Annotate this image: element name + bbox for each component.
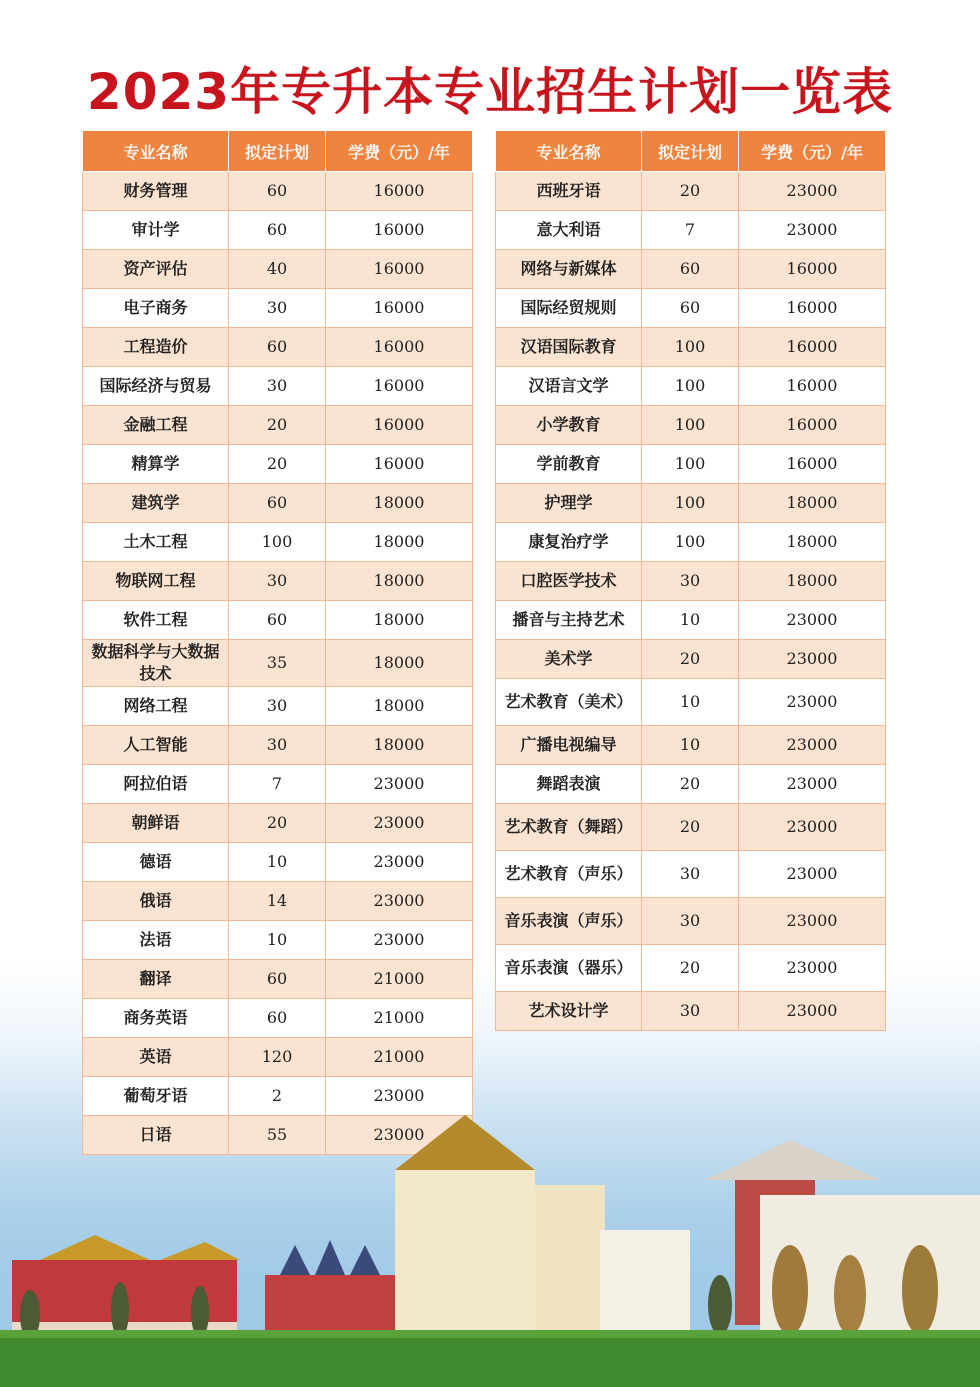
tuition-cell: 23000 bbox=[326, 765, 473, 804]
table-row bbox=[83, 921, 473, 960]
major-name-cell: 美术学 bbox=[496, 640, 642, 679]
tuition-cell: 23000 bbox=[739, 992, 886, 1031]
major-name-cell: 审计学 bbox=[83, 211, 229, 250]
table-row bbox=[496, 898, 886, 945]
major-name-cell: 英语 bbox=[83, 1038, 229, 1077]
major-name-cell: 数据科学与大数据技术 bbox=[83, 640, 229, 687]
tuition-cell: 16000 bbox=[326, 406, 473, 445]
planned-quota-cell: 60 bbox=[229, 172, 326, 211]
table-row bbox=[496, 523, 886, 562]
major-name-cell: 国际经贸规则 bbox=[496, 289, 642, 328]
table-row bbox=[496, 804, 886, 851]
table-body-right bbox=[496, 172, 886, 1031]
major-name-cell: 物联网工程 bbox=[83, 562, 229, 601]
tuition-cell: 23000 bbox=[739, 601, 886, 640]
tuition-cell: 23000 bbox=[739, 804, 886, 851]
tuition-cell: 23000 bbox=[326, 1116, 473, 1155]
planned-quota-cell: 60 bbox=[229, 960, 326, 999]
major-name-cell: 意大利语 bbox=[496, 211, 642, 250]
tuition-cell: 23000 bbox=[739, 898, 886, 945]
planned-quota-cell: 60 bbox=[229, 484, 326, 523]
table-row bbox=[83, 999, 473, 1038]
major-name-cell: 资产评估 bbox=[83, 250, 229, 289]
major-name-cell: 音乐表演（器乐） bbox=[496, 945, 642, 992]
red-building-middle bbox=[265, 1240, 395, 1335]
major-name-cell: 人工智能 bbox=[83, 726, 229, 765]
tuition-cell: 23000 bbox=[326, 921, 473, 960]
table-row bbox=[496, 992, 886, 1031]
table-header-row bbox=[496, 131, 886, 172]
tuition-cell: 23000 bbox=[739, 765, 886, 804]
major-name-cell: 康复治疗学 bbox=[496, 523, 642, 562]
table-row bbox=[496, 851, 886, 898]
tuition-cell: 18000 bbox=[739, 562, 886, 601]
grass-field bbox=[0, 1330, 980, 1387]
tuition-cell: 21000 bbox=[326, 999, 473, 1038]
header-planned-quota: 拟定计划 bbox=[642, 131, 739, 172]
major-name-cell: 俄语 bbox=[83, 882, 229, 921]
table-row bbox=[83, 445, 473, 484]
table-row bbox=[83, 765, 473, 804]
header-planned-quota: 拟定计划 bbox=[229, 131, 326, 172]
table-row bbox=[83, 562, 473, 601]
planned-quota-cell: 20 bbox=[642, 945, 739, 992]
table-row bbox=[83, 804, 473, 843]
enrollment-table-left bbox=[82, 130, 473, 1155]
planned-quota-cell: 14 bbox=[229, 882, 326, 921]
tuition-cell: 23000 bbox=[739, 679, 886, 726]
major-name-cell: 精算学 bbox=[83, 445, 229, 484]
tuition-cell: 16000 bbox=[739, 445, 886, 484]
planned-quota-cell: 30 bbox=[229, 367, 326, 406]
planned-quota-cell: 30 bbox=[642, 898, 739, 945]
planned-quota-cell: 20 bbox=[642, 172, 739, 211]
table-body-left bbox=[83, 172, 473, 1155]
table-row bbox=[496, 679, 886, 726]
tuition-cell: 16000 bbox=[739, 289, 886, 328]
table-row bbox=[83, 687, 473, 726]
planned-quota-cell: 35 bbox=[229, 640, 326, 687]
major-name-cell: 广播电视编导 bbox=[496, 726, 642, 765]
major-name-cell: 朝鲜语 bbox=[83, 804, 229, 843]
planned-quota-cell: 30 bbox=[229, 289, 326, 328]
table-row bbox=[496, 640, 886, 679]
header-major-name: 专业名称 bbox=[496, 131, 642, 172]
table-row bbox=[83, 289, 473, 328]
header-tuition: 学费（元）/年 bbox=[739, 131, 886, 172]
table-row bbox=[83, 1038, 473, 1077]
tuition-cell: 16000 bbox=[739, 328, 886, 367]
major-name-cell: 口腔医学技术 bbox=[496, 562, 642, 601]
major-name-cell: 艺术教育（美术） bbox=[496, 679, 642, 726]
tuition-cell: 18000 bbox=[326, 523, 473, 562]
table-header-row bbox=[83, 131, 473, 172]
planned-quota-cell: 60 bbox=[642, 289, 739, 328]
planned-quota-cell: 7 bbox=[642, 211, 739, 250]
table-row bbox=[83, 843, 473, 882]
planned-quota-cell: 10 bbox=[642, 679, 739, 726]
major-name-cell: 艺术教育（声乐） bbox=[496, 851, 642, 898]
planned-quota-cell: 20 bbox=[229, 804, 326, 843]
tuition-cell: 18000 bbox=[739, 523, 886, 562]
planned-quota-cell: 120 bbox=[229, 1038, 326, 1077]
tuition-cell: 16000 bbox=[739, 250, 886, 289]
tuition-cell: 18000 bbox=[326, 640, 473, 687]
table-row bbox=[496, 172, 886, 211]
major-name-cell: 音乐表演（声乐） bbox=[496, 898, 642, 945]
page-title: 2023年专升本专业招生计划一览表 bbox=[86, 63, 894, 121]
table-row bbox=[496, 484, 886, 523]
major-name-cell: 舞蹈表演 bbox=[496, 765, 642, 804]
table-row bbox=[496, 289, 886, 328]
planned-quota-cell: 100 bbox=[642, 367, 739, 406]
tuition-cell: 23000 bbox=[739, 211, 886, 250]
major-name-cell: 汉语国际教育 bbox=[496, 328, 642, 367]
tuition-cell: 16000 bbox=[326, 445, 473, 484]
planned-quota-cell: 7 bbox=[229, 765, 326, 804]
major-name-cell: 软件工程 bbox=[83, 601, 229, 640]
major-name-cell: 法语 bbox=[83, 921, 229, 960]
major-name-cell: 汉语言文学 bbox=[496, 367, 642, 406]
planned-quota-cell: 10 bbox=[642, 726, 739, 765]
tuition-cell: 23000 bbox=[326, 804, 473, 843]
major-name-cell: 艺术教育（舞蹈） bbox=[496, 804, 642, 851]
planned-quota-cell: 100 bbox=[642, 523, 739, 562]
table-row bbox=[83, 250, 473, 289]
tuition-cell: 18000 bbox=[326, 484, 473, 523]
planned-quota-cell: 30 bbox=[229, 562, 326, 601]
table-row bbox=[83, 172, 473, 211]
planned-quota-cell: 20 bbox=[642, 765, 739, 804]
planned-quota-cell: 20 bbox=[229, 406, 326, 445]
tuition-cell: 21000 bbox=[326, 1038, 473, 1077]
table-row bbox=[83, 882, 473, 921]
planned-quota-cell: 100 bbox=[642, 406, 739, 445]
planned-quota-cell: 30 bbox=[642, 992, 739, 1031]
tuition-cell: 18000 bbox=[739, 484, 886, 523]
major-name-cell: 商务英语 bbox=[83, 999, 229, 1038]
table-row bbox=[496, 406, 886, 445]
tuition-cell: 16000 bbox=[326, 250, 473, 289]
planned-quota-cell: 10 bbox=[229, 843, 326, 882]
planned-quota-cell: 60 bbox=[229, 328, 326, 367]
tuition-cell: 18000 bbox=[326, 687, 473, 726]
header-major-name: 专业名称 bbox=[83, 131, 229, 172]
tuition-cell: 23000 bbox=[326, 843, 473, 882]
planned-quota-cell: 30 bbox=[229, 687, 326, 726]
table-row bbox=[496, 945, 886, 992]
major-name-cell: 播音与主持艺术 bbox=[496, 601, 642, 640]
table-row bbox=[496, 601, 886, 640]
table-row bbox=[83, 406, 473, 445]
tuition-cell: 16000 bbox=[326, 289, 473, 328]
major-name-cell: 日语 bbox=[83, 1116, 229, 1155]
tuition-cell: 16000 bbox=[326, 328, 473, 367]
table-row bbox=[83, 523, 473, 562]
table-row bbox=[496, 765, 886, 804]
planned-quota-cell: 30 bbox=[229, 726, 326, 765]
table-row bbox=[83, 211, 473, 250]
planned-quota-cell: 100 bbox=[642, 445, 739, 484]
planned-quota-cell: 60 bbox=[229, 601, 326, 640]
table-row bbox=[83, 726, 473, 765]
major-name-cell: 葡萄牙语 bbox=[83, 1077, 229, 1116]
major-name-cell: 网络与新媒体 bbox=[496, 250, 642, 289]
planned-quota-cell: 55 bbox=[229, 1116, 326, 1155]
table-row bbox=[83, 640, 473, 687]
table-row bbox=[496, 445, 886, 484]
table-row bbox=[83, 328, 473, 367]
table-row bbox=[496, 328, 886, 367]
tuition-cell: 18000 bbox=[326, 601, 473, 640]
major-name-cell: 西班牙语 bbox=[496, 172, 642, 211]
major-name-cell: 艺术设计学 bbox=[496, 992, 642, 1031]
major-name-cell: 金融工程 bbox=[83, 406, 229, 445]
major-name-cell: 护理学 bbox=[496, 484, 642, 523]
table-row bbox=[83, 484, 473, 523]
planned-quota-cell: 20 bbox=[642, 640, 739, 679]
major-name-cell: 财务管理 bbox=[83, 172, 229, 211]
major-name-cell: 土木工程 bbox=[83, 523, 229, 562]
major-name-cell: 小学教育 bbox=[496, 406, 642, 445]
table-row bbox=[83, 601, 473, 640]
tuition-cell: 23000 bbox=[739, 640, 886, 679]
table-row bbox=[496, 367, 886, 406]
tuition-cell: 23000 bbox=[326, 882, 473, 921]
tuition-cell: 23000 bbox=[326, 1077, 473, 1116]
planned-quota-cell: 100 bbox=[229, 523, 326, 562]
major-name-cell: 德语 bbox=[83, 843, 229, 882]
planned-quota-cell: 60 bbox=[229, 211, 326, 250]
tuition-cell: 18000 bbox=[326, 562, 473, 601]
tall-building-center bbox=[395, 1115, 690, 1330]
tuition-cell: 16000 bbox=[739, 406, 886, 445]
table-row bbox=[83, 367, 473, 406]
tuition-cell: 16000 bbox=[326, 211, 473, 250]
major-name-cell: 建筑学 bbox=[83, 484, 229, 523]
tuition-cell: 23000 bbox=[739, 726, 886, 765]
enrollment-table-right bbox=[495, 130, 886, 1031]
major-name-cell: 国际经济与贸易 bbox=[83, 367, 229, 406]
planned-quota-cell: 100 bbox=[642, 328, 739, 367]
tuition-cell: 16000 bbox=[326, 367, 473, 406]
planned-quota-cell: 30 bbox=[642, 851, 739, 898]
tuition-cell: 23000 bbox=[739, 172, 886, 211]
major-name-cell: 翻译 bbox=[83, 960, 229, 999]
major-name-cell: 工程造价 bbox=[83, 328, 229, 367]
table-row bbox=[83, 960, 473, 999]
campus-background-image bbox=[0, 1090, 980, 1387]
major-name-cell: 阿拉伯语 bbox=[83, 765, 229, 804]
planned-quota-cell: 20 bbox=[642, 804, 739, 851]
planned-quota-cell: 2 bbox=[229, 1077, 326, 1116]
tuition-cell: 23000 bbox=[739, 851, 886, 898]
tuition-cell: 16000 bbox=[739, 367, 886, 406]
planned-quota-cell: 10 bbox=[229, 921, 326, 960]
planned-quota-cell: 40 bbox=[229, 250, 326, 289]
planned-quota-cell: 100 bbox=[642, 484, 739, 523]
major-name-cell: 电子商务 bbox=[83, 289, 229, 328]
table-row bbox=[496, 562, 886, 601]
table-row bbox=[496, 211, 886, 250]
table-row bbox=[496, 726, 886, 765]
planned-quota-cell: 10 bbox=[642, 601, 739, 640]
planned-quota-cell: 60 bbox=[642, 250, 739, 289]
tuition-cell: 16000 bbox=[326, 172, 473, 211]
major-name-cell: 学前教育 bbox=[496, 445, 642, 484]
major-name-cell: 网络工程 bbox=[83, 687, 229, 726]
tuition-cell: 18000 bbox=[326, 726, 473, 765]
table-row bbox=[496, 250, 886, 289]
planned-quota-cell: 20 bbox=[229, 445, 326, 484]
tuition-cell: 23000 bbox=[739, 945, 886, 992]
planned-quota-cell: 30 bbox=[642, 562, 739, 601]
planned-quota-cell: 60 bbox=[229, 999, 326, 1038]
tuition-cell: 21000 bbox=[326, 960, 473, 999]
header-tuition: 学费（元）/年 bbox=[326, 131, 473, 172]
